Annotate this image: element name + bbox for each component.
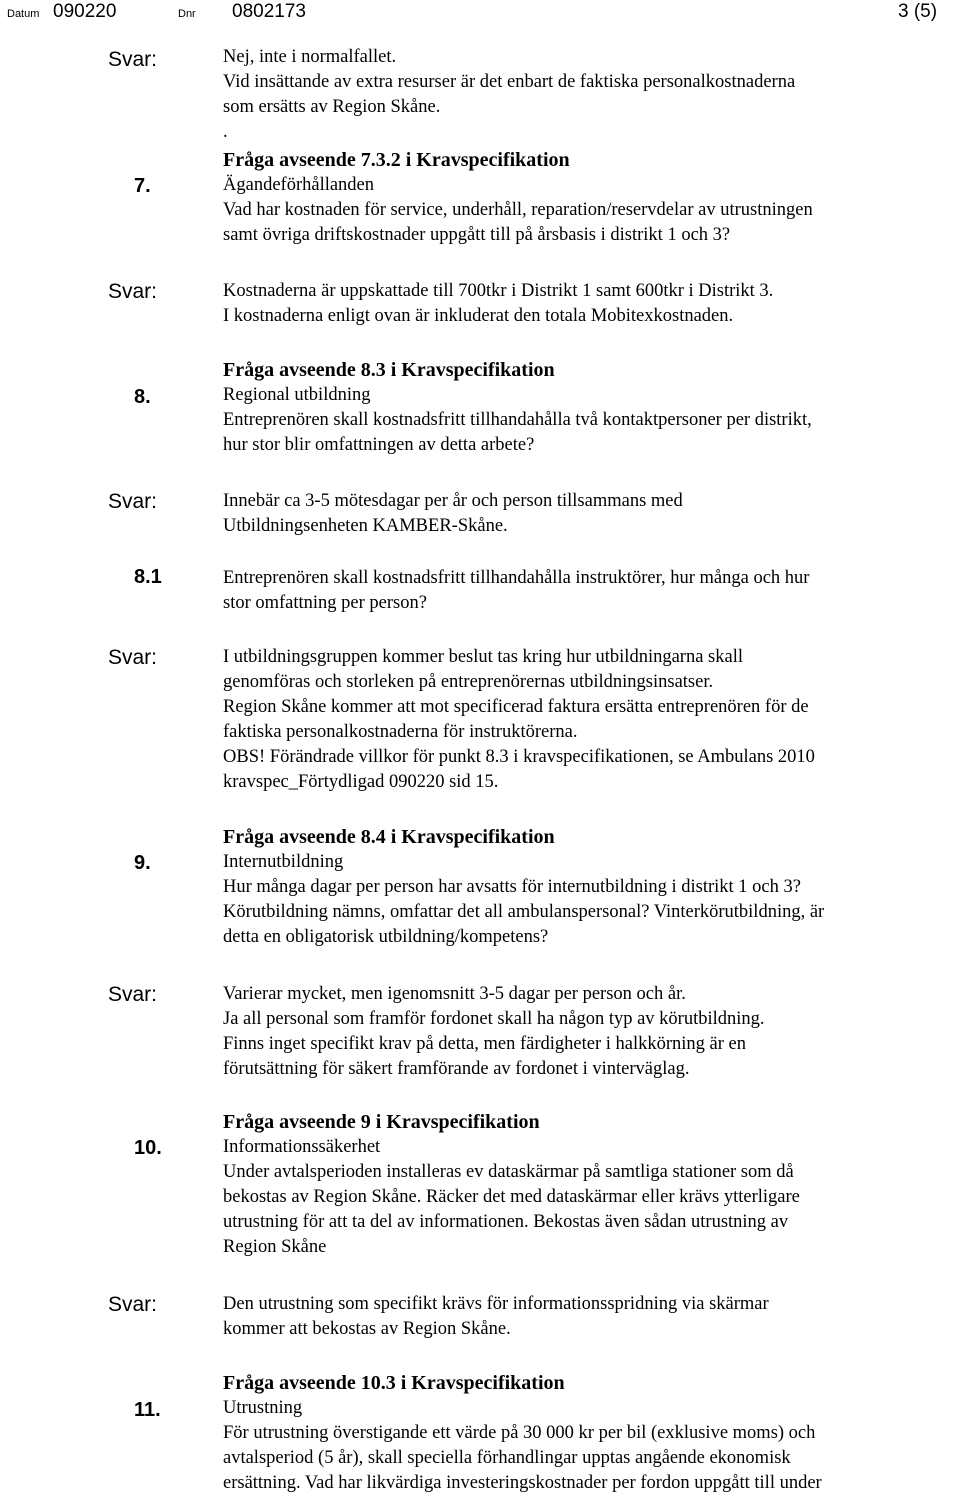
question-line: samt övriga driftskostnader uppgått till på årsbasis i distrikt 1 och 3? (223, 225, 731, 245)
question-number-8-1: 8.1 (134, 566, 162, 588)
answer-line: förutsättning för säkert framförande av fordonet i vinterväglag. (223, 1059, 690, 1079)
question-line: detta en obligatorisk utbildning/kompetens? (223, 927, 549, 947)
question-line: För utrustning överstigande ett värde på 30 000 kr per bil (exklusive moms) och (223, 1423, 816, 1443)
answer-line: genomföras och storleken på entreprenörernas utbildningsinsatser. (223, 672, 714, 692)
question-line: Vad har kostnaden för service, underhåll, reparation/reservdelar av utrustningen (223, 200, 813, 220)
answer-line: OBS! Förändrade villkor för punkt 8.3 i kravspecifikationen, se Ambulans 2010 (223, 747, 815, 767)
question-line: utrustning för att ta del av informationen. Bekostas även sådan utrustning av (223, 1212, 789, 1232)
question-8-1 (223, 566, 950, 616)
question-line: Entreprenören skall kostnadsfritt tillhandahålla två kontaktpersoner per distrikt, (223, 410, 812, 430)
question-10 (223, 1110, 950, 1260)
question-number-7: 7. (134, 175, 151, 197)
svar-label: Svar: (108, 280, 158, 303)
question-number-8: 8. (134, 386, 151, 408)
question-line: bekostas av Region Skåne. Räcker det med dataskärmar eller krävs ytterligare (223, 1187, 800, 1207)
datum-value: 090220 (53, 1, 117, 22)
datum-label: Datum (7, 8, 40, 20)
question-title: Fråga avseende 10.3 i Kravspecifikation (223, 1372, 565, 1394)
question-9 (223, 825, 950, 950)
answer-line: Vid insättande av extra resurser är det enbart de faktiska personalkostnaderna (223, 72, 796, 92)
svar-label: Svar: (108, 490, 158, 513)
question-line: Entreprenören skall kostnadsfritt tillhandahålla instruktörer, hur många och hur (223, 568, 810, 588)
answer-previous (223, 45, 950, 145)
page-number: 3 (5) (898, 1, 938, 22)
question-title: Fråga avseende 9 i Kravspecifikation (223, 1111, 540, 1133)
answer-line: faktiska personalkostnaderna för instruktörerna. (223, 722, 578, 742)
question-line: Körutbildning nämns, omfattar det all ambulanspersonal? Vinterkörutbildning, är (223, 902, 825, 922)
question-number-9: 9. (134, 852, 151, 874)
answer-line: I utbildningsgruppen kommer beslut tas kring hur utbildningarna skall (223, 647, 743, 667)
answer-8 (223, 489, 950, 539)
svar-label: Svar: (108, 983, 158, 1006)
question-line: Ägandeförhållanden (223, 175, 375, 195)
answer-line: Region Skåne kommer att mot specificerad faktura ersätta entreprenören för de (223, 697, 809, 717)
question-title: Fråga avseende 8.4 i Kravspecifikation (223, 826, 555, 848)
answer-line: som ersätts av Region Skåne. (223, 97, 441, 117)
answer-line: I kostnaderna enligt ovan är inkluderat den totala Mobitexkostnaden. (223, 306, 734, 326)
answer-line: Den utrustning som specifikt krävs för informationsspridning via skärmar (223, 1294, 769, 1314)
answer-line: . (223, 122, 228, 142)
answer-7 (223, 279, 950, 329)
answer-line: kravspec_Förtydligad 090220 sid 15. (223, 772, 499, 792)
question-line: Regional utbildning (223, 385, 371, 405)
answer-9 (223, 982, 950, 1082)
dnr-label: Dnr (178, 8, 196, 20)
question-line: Hur många dagar per person har avsatts för internutbildning i distrikt 1 och 3? (223, 877, 801, 897)
answer-line: Nej, inte i normalfallet. (223, 47, 397, 67)
question-number-11: 11. (134, 1399, 161, 1421)
answer-8-1 (223, 645, 950, 795)
answer-line: Kostnaderna är uppskattade till 700tkr i Distrikt 1 samt 600tkr i Distrikt 3. (223, 281, 774, 301)
question-line: Region Skåne (223, 1237, 327, 1257)
question-line: avtalsperiod (5 år), skall speciella förhandlingar upptas angående ekonomisk (223, 1448, 791, 1468)
answer-line: kommer att bekostas av Region Skåne. (223, 1319, 511, 1339)
svar-label: Svar: (108, 48, 158, 71)
question-line: stor omfattning per person? (223, 593, 427, 613)
answer-line: Varierar mycket, men igenomsnitt 3-5 dagar per person och år. (223, 984, 686, 1004)
dnr-value: 0802173 (232, 1, 306, 22)
question-title: Fråga avseende 8.3 i Kravspecifikation (223, 359, 555, 381)
question-title: Fråga avseende 7.3.2 i Kravspecifikation (223, 149, 570, 171)
svar-label: Svar: (108, 646, 158, 669)
question-number-10: 10. (134, 1137, 162, 1159)
answer-line: Utbildningsenheten KAMBER-Skåne. (223, 516, 508, 536)
question-line: hur stor blir omfattningen av detta arbete? (223, 435, 535, 455)
question-line: Internutbildning (223, 852, 344, 872)
question-line: Utrustning (223, 1398, 303, 1418)
svar-label: Svar: (108, 1293, 158, 1316)
question-line: ersättning. Vad har likvärdiga investeringskostnader per fordon uppgått till under (223, 1473, 822, 1493)
question-8 (223, 358, 950, 458)
question-7 (223, 148, 950, 248)
answer-line: Finns inget specifikt krav på detta, men färdigheter i halkkörning är en (223, 1034, 746, 1054)
question-line: Under avtalsperioden installeras ev dataskärmar på samtliga stationer som då (223, 1162, 794, 1182)
answer-10 (223, 1292, 950, 1342)
question-line: Informationssäkerhet (223, 1137, 381, 1157)
answer-line: Ja all personal som framför fordonet skall ha någon typ av körutbildning. (223, 1009, 765, 1029)
page-header (0, 0, 960, 26)
answer-line: Innebär ca 3-5 mötesdagar per år och person tillsammans med (223, 491, 683, 511)
question-11 (223, 1371, 950, 1496)
